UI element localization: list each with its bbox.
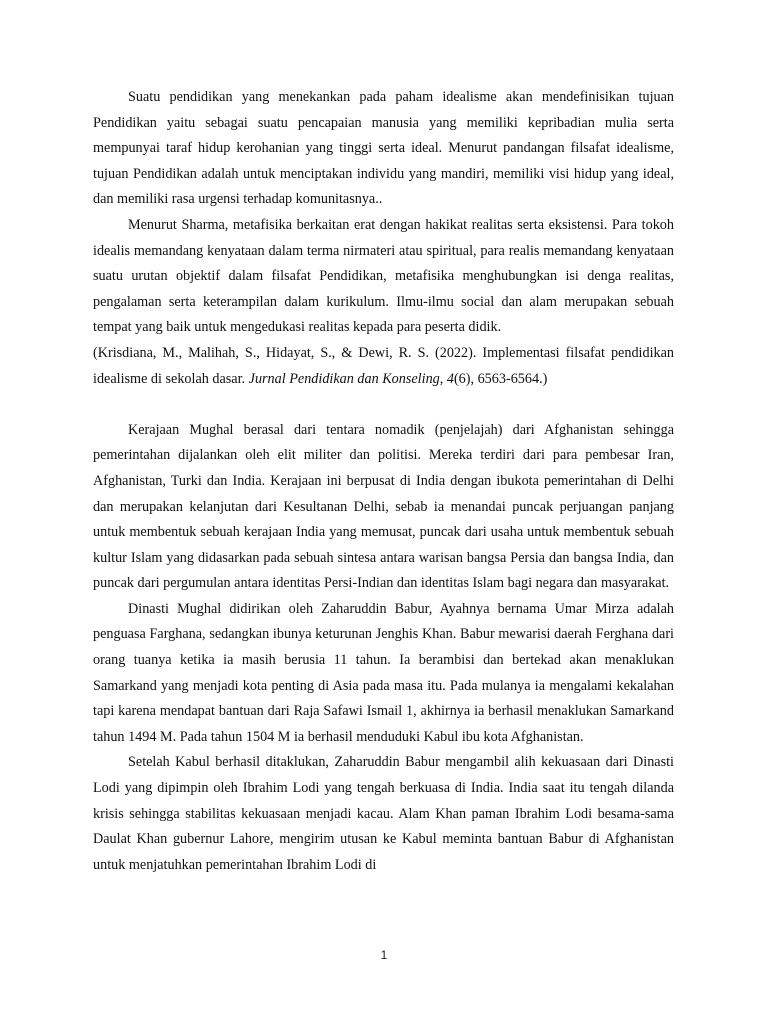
citation-pages: (6), 6563-6564.) [453, 370, 548, 387]
page-number: 1 [380, 948, 388, 962]
paragraph-sharma-metaphysics: Menurut Sharma, metafisika berkaitan erat dengan hakikat realitas serta eksistensi. Para tokoh idealis memandang kenyataan dalam terma nirmateri atau spiritual, para realis memandang kenyataan suatu urutan objektif dalam filsafat Pendidikan, metafisika menghubungkan isi denga realitas, pengalaman serta keterampilan dalam kurikulum. Ilmu-ilmu social dan alam merupakan sebuah tempat yang baik untuk mengedukasi realitas kepada para peserta didik. [93, 216, 674, 336]
paragraph-idealisme-goals: Suatu pendidikan yang menekankan pada paham idealisme akan mendefinisikan tujuan Pendidikan yaitu sebagai suatu pencapaian manusia yang memiliki kepribadian mulia serta mempunyai taraf hidup kerohanian yang tinggi serta ideal. Menurut pandangan filsafat idealisme, tujuan Pendidikan adalah untuk menciptakan individu yang mandiri, memiliki visi hidup yang ideal, dan memiliki rasa urgensi terhadap komunitasnya.. [93, 89, 674, 208]
blank-line [93, 392, 674, 418]
paragraph-mughal-origin: Kerajaan Mughal berasal dari tentara nomadik (penjelajah) dari Afghanistan sehingga pemerintahan dijalankan oleh elit militer dan politisi. Mereka terdiri dari para pembesar Iran, Afghanistan, Turki dan India. Kerajaan ini berpusat di India dengan ibukota pemerintahan di Delhi dan merupakan kelanjutan dari Kesultanan Delhi, sebab ia menandai puncak perjuangan panjang untuk membentuk sebuah kerajaan India yang memusat, puncak dari usaha untuk membentuk sebuah kultur Islam yang didasarkan pada sebuah sintesa antara warisan bangsa Persia dan bangsa India, dan puncak dari pergumulan antara identitas Persi-Indian dan identitas Islam bagi negara dan masyarakat. [93, 421, 674, 592]
citation [93, 341, 674, 392]
paragraph-mughal-founding: Dinasti Mughal didirikan oleh Zaharuddin Babur, Ayahnya bernama Umar Mirza adalah penguasa Farghana, sedangkan ibunya keturunan Jenghis Khan. Babur mewarisi daerah Ferghana dari orang tuanya ketika ia masih berusia 11 tahun. Ia berambisi dan bertekad akan menaklukan Samarkand yang menjadi kota penting di Asia pada masa itu. Pada mulanya ia mengalami kekalahan tapi karena mendapat bantuan dari Raja Safawi Ismail 1, akhirnya ia berhasil menaklukan Samarkand tahun 1494 M. Pada tahun 1504 M ia berhasil menduduki Kabul ibu kota Afghanistan. [93, 600, 674, 745]
citation-authors: (Krisdiana, M., Malihah, S., Hidayat, S., & Dewi, R. S. (2022). Implementasi filsafat pendidikan idealisme di sekolah dasar. [93, 344, 674, 387]
citation-journal: Jurnal Pendidikan dan Konseling [248, 370, 440, 387]
document-body [93, 85, 674, 878]
paragraph-kabul-conquest: Setelah Kabul berhasil ditaklukan, Zaharuddin Babur mengambil alih kekuasaan dari Dinasti Lodi yang dipimpin oleh Ibrahim Lodi yang tengah berkuasa di India. India saat itu tengah dilanda krisis sehingga stabilitas kekuasaan menjadi kacau. Alam Khan paman Ibrahim Lodi besama-sama Daulat Khan gubernur Lahore, mengirim utusan ke Kabul meminta bantuan Babur di Afghanistan untuk menjatuhkan pemerintahan Ibrahim Lodi di [93, 754, 674, 873]
citation-separator: , [439, 370, 447, 387]
citation-volume: 4 [446, 370, 454, 387]
